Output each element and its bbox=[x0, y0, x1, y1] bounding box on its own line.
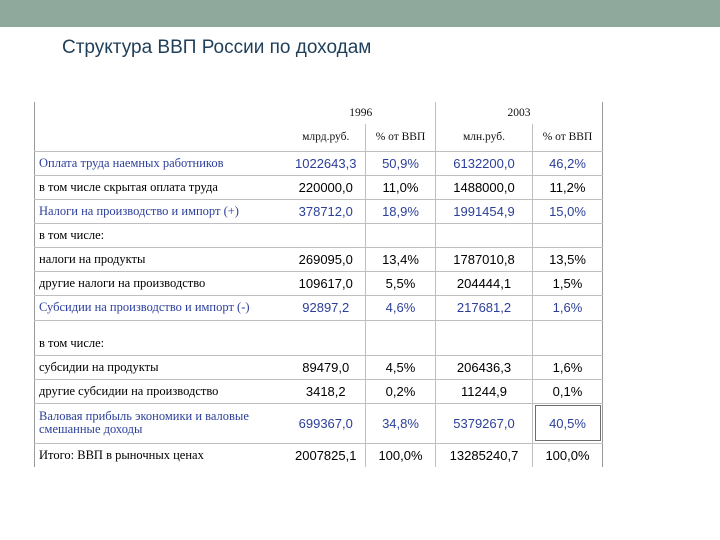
row-label: в том числе: bbox=[35, 223, 287, 247]
value-1996: 269095,0 bbox=[287, 247, 366, 271]
value-2003: 11244,9 bbox=[436, 379, 533, 403]
value-1996: 89479,0 bbox=[287, 355, 366, 379]
table-row bbox=[35, 175, 603, 199]
row-label: другие налоги на производство bbox=[35, 271, 287, 295]
value-1996: 699367,0 bbox=[287, 403, 366, 443]
table-row bbox=[35, 403, 603, 443]
value-1996: 92897,2 bbox=[287, 295, 366, 320]
header-pct-1996: % от ВВП bbox=[366, 124, 436, 151]
top-banner bbox=[0, 0, 720, 27]
pct-1996: 100,0% bbox=[366, 443, 436, 467]
value-1996: 3418,2 bbox=[287, 379, 366, 403]
row-label: другие субсидии на производство bbox=[35, 379, 287, 403]
row-label: Итого: ВВП в рыночных ценах bbox=[35, 443, 287, 467]
value-2003: 217681,2 bbox=[436, 295, 533, 320]
row-label: Субсидии на производство и импорт (-) bbox=[35, 295, 287, 320]
pct-1996: 34,8% bbox=[366, 403, 436, 443]
value-1996: 220000,0 bbox=[287, 175, 366, 199]
pct-2003: 1,6% bbox=[533, 295, 603, 320]
table-row bbox=[35, 199, 603, 223]
table-row bbox=[35, 320, 603, 355]
gdp-table bbox=[34, 102, 602, 467]
value-2003: 204444,1 bbox=[436, 271, 533, 295]
row-label: в том числе скрытая оплата труда bbox=[35, 175, 287, 199]
pct-1996: 11,0% bbox=[366, 175, 436, 199]
pct-1996: 0,2% bbox=[366, 379, 436, 403]
value-2003: 6132200,0 bbox=[436, 151, 533, 175]
table-row bbox=[35, 443, 603, 467]
header-unit-2003: млн.руб. bbox=[436, 124, 533, 151]
pct-1996: 18,9% bbox=[366, 199, 436, 223]
table-row bbox=[35, 355, 603, 379]
table-row bbox=[35, 271, 603, 295]
table-row bbox=[35, 379, 603, 403]
row-label: Налоги на производство и импорт (+) bbox=[35, 199, 287, 223]
pct-2003: 13,5% bbox=[533, 247, 603, 271]
row-label: субсидии на продукты bbox=[35, 355, 287, 379]
header-year-1996: 1996 bbox=[349, 107, 373, 119]
value-1996: 1022643,3 bbox=[287, 151, 366, 175]
value-2003: 206436,3 bbox=[436, 355, 533, 379]
pct-1996: 13,4% bbox=[366, 247, 436, 271]
pct-1996: 5,5% bbox=[366, 271, 436, 295]
pct-2003: 46,2% bbox=[533, 151, 603, 175]
value-2003: 5379267,0 bbox=[436, 403, 533, 443]
pct-1996: 50,9% bbox=[366, 151, 436, 175]
value-2003: 1991454,9 bbox=[436, 199, 533, 223]
pct-1996: 4,5% bbox=[366, 355, 436, 379]
row-label: в том числе: bbox=[35, 320, 287, 355]
table-row bbox=[35, 223, 603, 247]
value-2003: 1787010,8 bbox=[436, 247, 533, 271]
value-2003: 13285240,7 bbox=[436, 443, 533, 467]
value-1996: 378712,0 bbox=[287, 199, 366, 223]
value-1996: 2007825,1 bbox=[295, 447, 357, 463]
row-label: налоги на продукты bbox=[35, 247, 287, 271]
pct-2003: 0,1% bbox=[533, 379, 603, 403]
pct-2003-highlighted: 40,5% bbox=[533, 403, 603, 443]
header-empty bbox=[35, 102, 287, 124]
pct-2003: 100,0% bbox=[533, 443, 603, 467]
header-year-2003: 2003 bbox=[436, 102, 603, 124]
pct-2003: 11,2% bbox=[533, 175, 603, 199]
table-row bbox=[35, 247, 603, 271]
pct-2003: 15,0% bbox=[533, 199, 603, 223]
value-2003: 1488000,0 bbox=[436, 175, 533, 199]
pct-1996: 4,6% bbox=[366, 295, 436, 320]
value-1996: 109617,0 bbox=[287, 271, 366, 295]
row-label: Валовая прибыль экономики и валовые смешанные доходы bbox=[35, 403, 287, 443]
pct-2003: 1,6% bbox=[533, 355, 603, 379]
slide-title: Структура ВВП России по доходам bbox=[62, 37, 372, 58]
table-row bbox=[35, 151, 603, 175]
row-label: Оплата труда наемных работников bbox=[35, 151, 287, 175]
table-row bbox=[35, 295, 603, 320]
header-pct-2003: % от ВВП bbox=[533, 124, 603, 151]
header-unit-1996: млрд.руб. bbox=[287, 124, 366, 151]
pct-2003: 1,5% bbox=[533, 271, 603, 295]
